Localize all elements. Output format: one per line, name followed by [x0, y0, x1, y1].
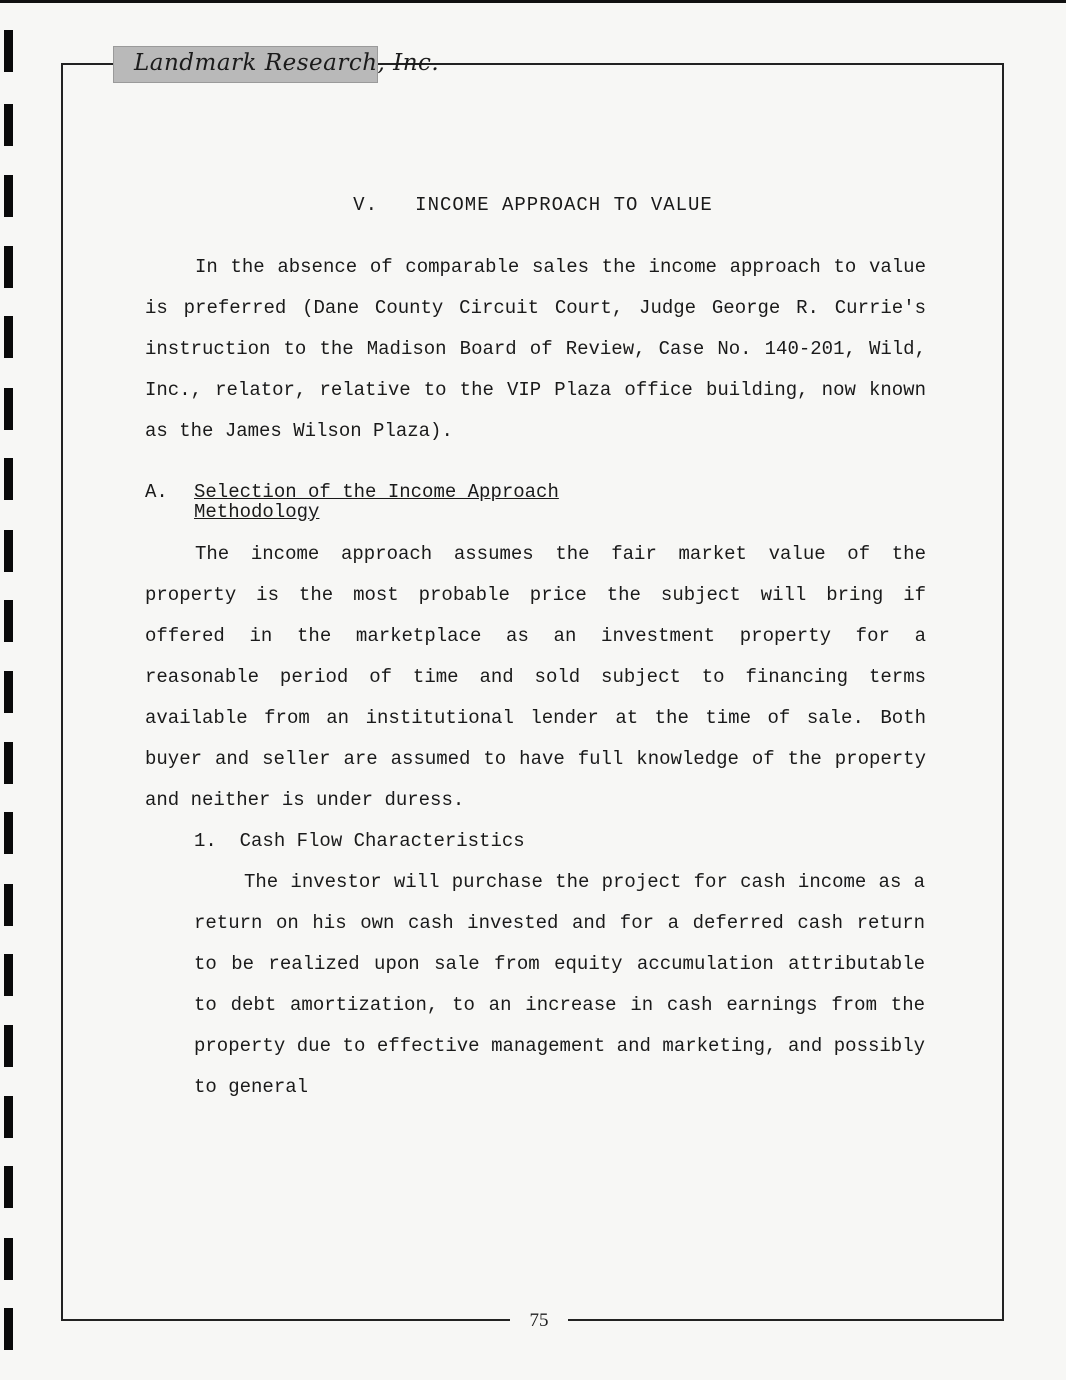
subsection-label: A.	[145, 481, 168, 503]
company-logo	[113, 46, 440, 83]
top-edge-rule	[0, 0, 1066, 3]
item-heading: 1. Cash Flow Characteristics	[194, 830, 525, 852]
binder-hole-mark	[4, 1308, 13, 1350]
binder-hole-mark	[4, 530, 13, 572]
page-number: 75	[510, 1310, 568, 1336]
binder-hole-mark	[4, 1166, 13, 1208]
subsection-title: Selection of the Income Approach Methodology	[194, 481, 559, 523]
binder-hole-mark	[4, 104, 13, 146]
binder-hole-mark	[4, 742, 13, 784]
binder-hole-mark	[4, 246, 13, 288]
binder-hole-mark	[4, 954, 13, 996]
binder-hole-mark	[4, 671, 13, 713]
binder-hole-mark	[4, 316, 13, 358]
section-heading: V. INCOME APPROACH TO VALUE	[353, 194, 713, 216]
binder-hole-mark	[4, 1238, 13, 1280]
intro-paragraph: In the absence of comparable sales the income approach to value is preferred (Dane County Circuit Court, Judge George R. Currie's instruction to the Madison Board of Review, Case No. 140-201, Wild, Inc., relator, relative to the VIP Plaza office building, now known as the James Wilson Plaza).	[145, 256, 926, 442]
cash-flow-paragraph: The investor will purchase the project for cash income as a return on his own cash invested and for a deferred cash return to be realized upon sale from equity accumulation attributable to debt amortization, to an increase in cash earnings from the property due to effective management and marketing, and possibly to general	[194, 871, 925, 1098]
binder-hole-mark	[4, 1025, 13, 1067]
company-logo-text: Landmark Research, Inc.	[134, 50, 440, 76]
binder-hole-mark	[4, 1096, 13, 1138]
binder-hole-mark	[4, 30, 13, 72]
binder-hole-mark	[4, 600, 13, 642]
binder-hole-mark	[4, 388, 13, 430]
binder-hole-mark	[4, 458, 13, 500]
binder-hole-mark	[4, 812, 13, 854]
binder-hole-mark	[4, 884, 13, 926]
methodology-paragraph: The income approach assumes the fair market value of the property is the most probable price the subject will bring if offered in the marketplace as an investment property for a reasonable period of time and sold subject to financing terms available from an institutional lender at the time of sale. Both buyer and seller are assumed to have full knowledge of the property and neither is under duress.	[145, 543, 926, 811]
